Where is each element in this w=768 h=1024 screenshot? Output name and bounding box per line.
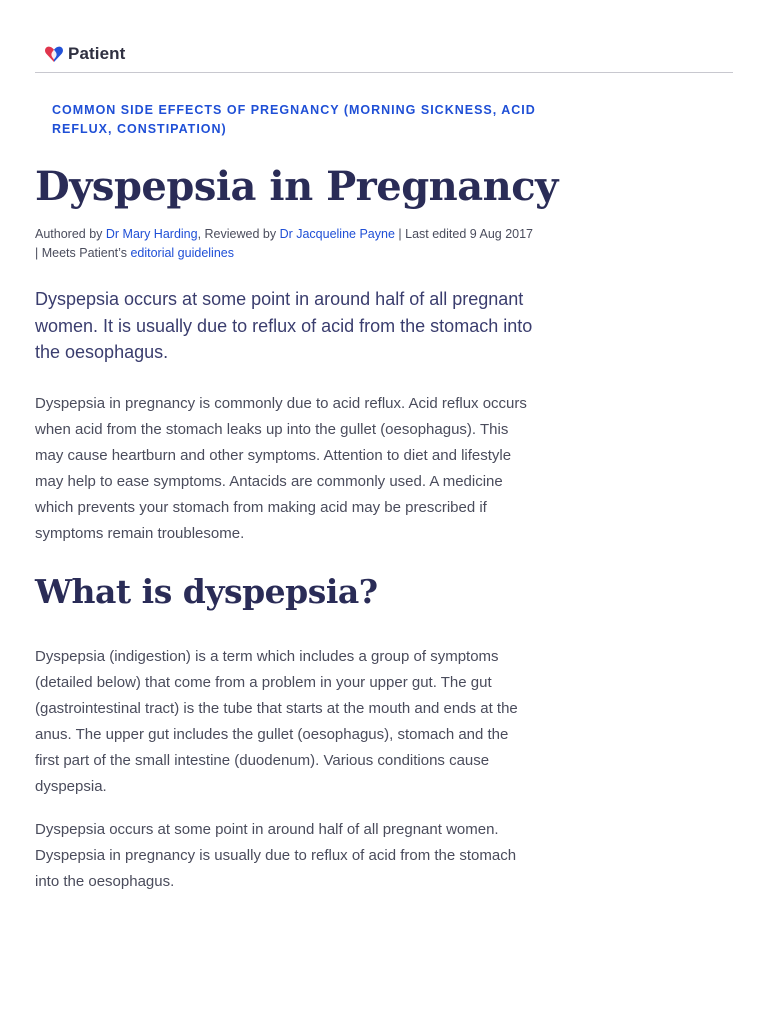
article-meta bbox=[35, 225, 535, 263]
section-heading: What is dyspepsia? bbox=[35, 572, 378, 611]
lead-paragraph: Dyspepsia occurs at some point in around half of all pregnant women. It is usually due to reflux of acid from the stomach into the oesophagus. bbox=[35, 289, 533, 362]
logo-text: Patient bbox=[68, 44, 126, 63]
heart-logo-icon bbox=[44, 44, 64, 64]
editorial-guidelines-link[interactable]: editorial guidelines bbox=[130, 246, 234, 260]
category-link[interactable]: COMMON SIDE EFFECTS OF PREGNANCY (MORNING SICKNESS, ACID REFLUX, CONSTIPATION) bbox=[52, 103, 536, 136]
reviewer-link[interactable]: Dr Jacqueline Payne bbox=[279, 227, 395, 241]
author-link[interactable]: Dr Mary Harding bbox=[105, 227, 198, 241]
patient-logo[interactable] bbox=[44, 44, 125, 64]
authored-prefix: Authored by bbox=[35, 227, 106, 241]
reviewed-prefix: , Reviewed by bbox=[197, 227, 280, 241]
edited-text: | Last edited 9 Aug 2017 | Meets Patient’s bbox=[35, 227, 534, 260]
definition-paragraph: Dyspepsia (indigestion) is a term which includes a group of symptoms (detailed below) that come from a problem in your upper gut. The gut (gastrointestinal tract) is the tube that starts at the mouth and ends at the anus. The upper gut includes the gullet (oesophagus), stomach and the first part of the small intestine (duodenum). Various conditions cause dyspepsia. bbox=[35, 648, 518, 795]
prevalence-paragraph: Dyspepsia occurs at some point in around half of all pregnant women. Dyspepsia in pregnancy is usually due to reflux of acid from the stomach into the oesophagus. bbox=[35, 821, 517, 890]
site-header bbox=[35, 40, 733, 73]
page-title: Dyspepsia in Pregnancy bbox=[35, 163, 558, 210]
intro-paragraph: Dyspepsia in pregnancy is commonly due to acid reflux. Acid reflux occurs when acid from the stomach leaks up into the gullet (oesophagus). This may cause heartburn and other symptoms. Attention to diet and lifestyle may help to ease symptoms. Antacids are commonly used. A medicine which prevents your stomach from making acid may be prescribed if symptoms remain troublesome. bbox=[35, 395, 527, 542]
